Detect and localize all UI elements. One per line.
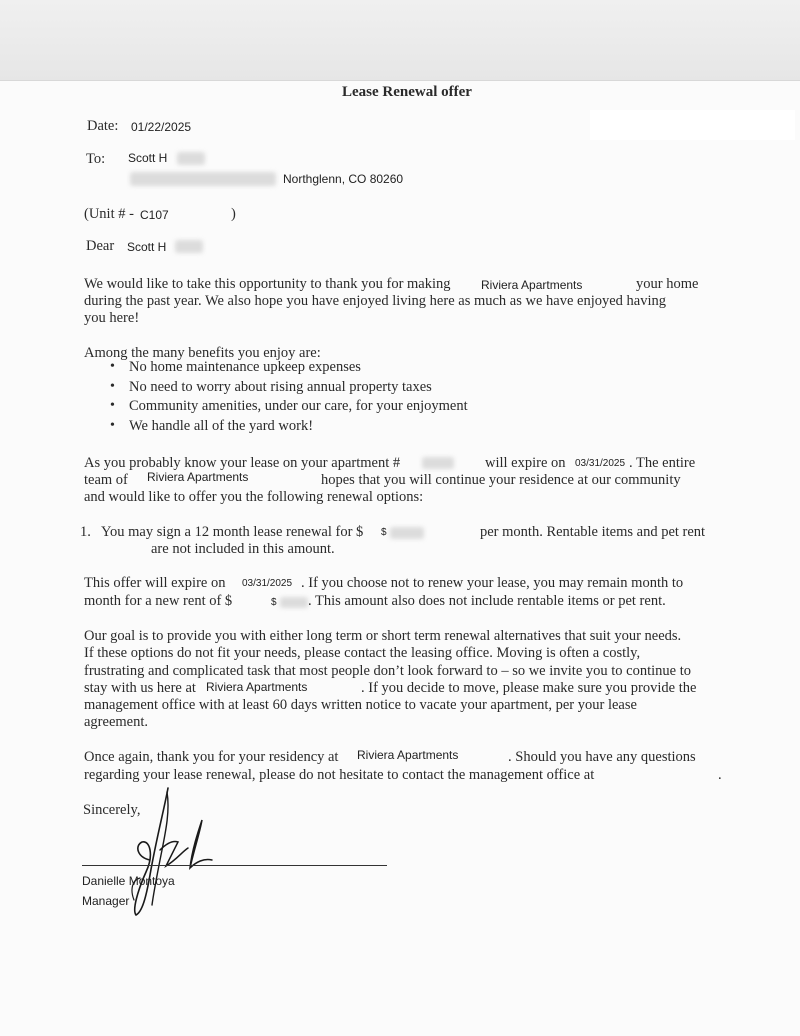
salutation-name: Scott H	[127, 240, 167, 254]
option-text-start: You may sign a 12 month lease renewal for $	[101, 524, 364, 540]
salutation-label: Dear	[86, 238, 115, 254]
lease-expiry-team-of: team of	[84, 472, 128, 488]
to-label: To:	[86, 151, 106, 167]
offer-expiry-line2-start: month for a new rent of $	[84, 593, 233, 609]
redaction	[422, 457, 454, 469]
date-value: 01/22/2025	[131, 120, 192, 134]
signature-line	[82, 865, 387, 866]
paragraph-thanks-line1-end: your home	[636, 276, 699, 292]
closing-salutation: Sincerely,	[83, 802, 141, 818]
property-name: Riviera Apartments	[206, 680, 308, 694]
paragraph-thanks-line1-start: We would like to take this opportunity to thank you for making	[84, 276, 451, 292]
lease-expiry-line1-start: As you probably know your lease on your apartment #	[84, 455, 401, 471]
option-number: 1.	[80, 524, 91, 540]
benefits-list	[110, 358, 468, 436]
redaction	[177, 152, 205, 165]
option-text-end: per month. Rentable items and pet rent	[480, 524, 706, 540]
offer-expiry-line2-end: . This amount also does not include rentable items or pet rent.	[308, 593, 666, 609]
benefits-intro: Among the many benefits you enjoy are:	[84, 345, 321, 361]
property-name: Riviera Apartments	[357, 748, 459, 762]
paragraph-thanks-line3: you here!	[84, 310, 140, 326]
benefit-item: • We handle all of the yard work!	[110, 417, 468, 437]
offer-expiry-date: 03/31/2025	[242, 578, 293, 589]
closing-paragraph-line1-end: . Should you have any questions	[508, 749, 696, 765]
lease-expiry-line2: hopes that you will continue your residence at our community	[321, 472, 681, 488]
handwritten-signature	[120, 780, 220, 920]
redaction	[390, 527, 424, 539]
redaction	[280, 597, 308, 608]
date-label: Date:	[87, 118, 119, 134]
renewal-rent-currency: $	[381, 527, 387, 538]
lease-expiry-line1-end: . The entire	[629, 455, 696, 471]
paragraph-thanks-line2: during the past year. We also hope you have enjoyed living here as much as we have enjoyed having	[84, 293, 667, 309]
unit-number: C107	[140, 208, 169, 222]
goal-paragraph-line3: frustrating and complicated task that most people don’t look forward to – so we invite you to continue to	[84, 663, 691, 679]
recipient-city-state-zip: Northglenn, CO 80260	[283, 172, 404, 186]
signer-title: Manager	[82, 894, 130, 908]
closing-paragraph-end-period: .	[718, 767, 722, 783]
goal-paragraph-line2: If these options do not fit your needs, please contact the leasing office. Moving is often a costly,	[84, 645, 641, 661]
signer-name: Danielle Montoya	[82, 874, 175, 888]
scan-background-top	[0, 0, 800, 82]
goal-paragraph-line6: agreement.	[84, 714, 149, 730]
unit-prefix: (Unit # -	[84, 206, 134, 222]
recipient-name: Scott H	[128, 151, 168, 165]
scan-glare	[590, 110, 795, 140]
closing-paragraph-line1-start: Once again, thank you for your residency at	[84, 749, 339, 765]
redaction	[130, 172, 276, 186]
lease-expiry-line1-mid: will expire on	[485, 455, 566, 471]
month-to-month-currency: $	[271, 597, 277, 608]
lease-expiry-date: 03/31/2025	[575, 458, 626, 469]
benefit-item: • No home maintenance upkeep expenses	[110, 358, 468, 378]
unit-suffix: )	[231, 206, 236, 222]
closing-paragraph-line2: regarding your lease renewal, please do not hesitate to contact the management office at	[84, 767, 595, 783]
letter-title: Lease Renewal offer	[342, 84, 472, 100]
goal-paragraph-line4-end: . If you decide to move, please make sure you provide the	[361, 680, 697, 696]
property-name: Riviera Apartments	[481, 278, 583, 292]
redaction	[175, 240, 203, 253]
benefit-item: • Community amenities, under our care, for your enjoyment	[110, 397, 468, 417]
goal-paragraph-line1: Our goal is to provide you with either long term or short term renewal alternatives that suit your needs.	[84, 628, 682, 644]
goal-paragraph-line4-start: stay with us here at	[84, 680, 196, 696]
property-name: Riviera Apartments	[147, 470, 249, 484]
offer-expiry-start: This offer will expire on	[84, 575, 226, 591]
offer-expiry-line1-end: . If you choose not to renew your lease, you may remain month to	[301, 575, 684, 591]
lease-expiry-line3: and would like to offer you the following renewal options:	[84, 489, 424, 505]
goal-paragraph-line5: management office with at least 60 days written notice to vacate your apartment, per your lease	[84, 697, 637, 713]
option-text-line2: are not included in this amount.	[151, 541, 335, 557]
benefit-item: • No need to worry about rising annual property taxes	[110, 378, 468, 398]
